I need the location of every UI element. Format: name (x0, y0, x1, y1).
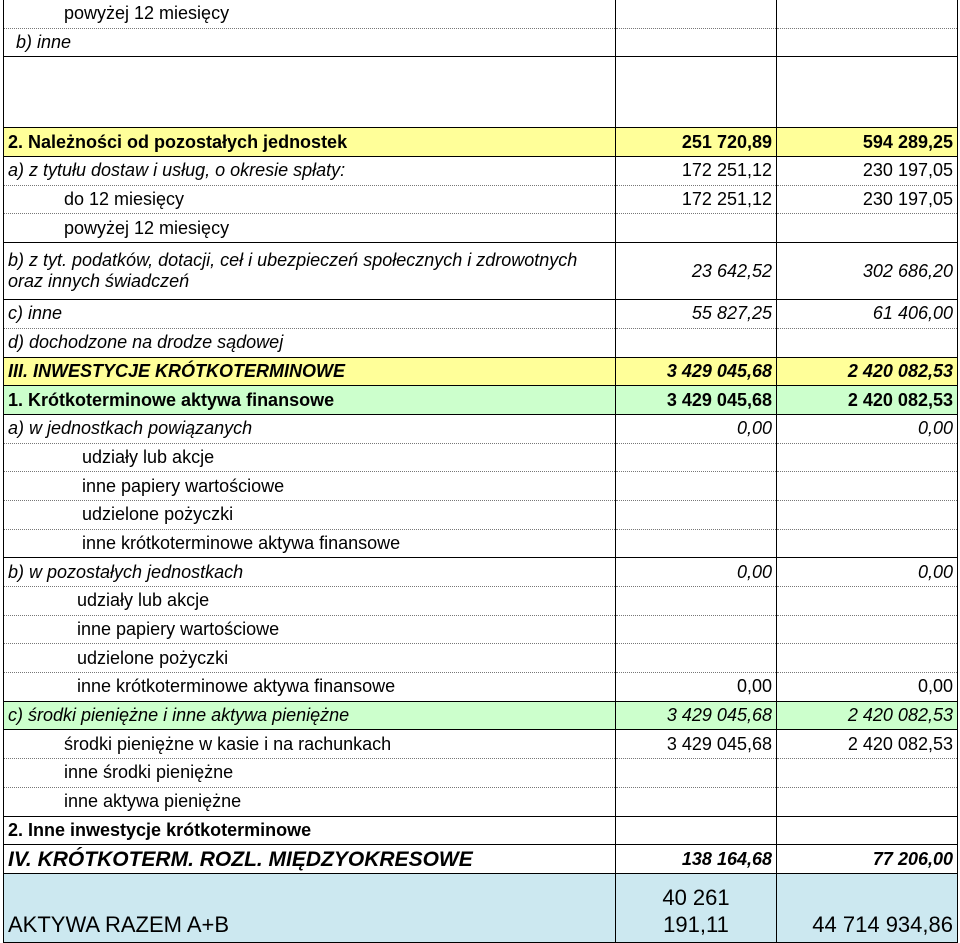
table-row (4, 214, 958, 243)
row-label: inne papiery wartościowe (4, 472, 616, 501)
table-row (4, 472, 958, 501)
value-prev: 138 164,68 (616, 845, 777, 874)
row-label: udzielone pożyczki (4, 644, 616, 673)
balance-sheet-table (3, 0, 958, 943)
value-prev: 0,00 (616, 414, 777, 443)
table-row (4, 529, 958, 558)
row-label: 1. Krótkoterminowe aktywa finansowe (4, 386, 616, 415)
table-row (4, 558, 958, 587)
row-label: 2. Inne inwestycje krótkoterminowe (4, 816, 616, 845)
value-prev: 3 429 045,68 (616, 357, 777, 386)
row-label: udziały lub akcje (4, 587, 616, 616)
value-curr: 0,00 (777, 558, 958, 587)
total-value-prev (616, 873, 777, 942)
table-row (4, 644, 958, 673)
row-label: b) z tyt. podatków, dotacji, ceł i ubezpieczeń społecznych i zdrowotnych oraz innych świadczeń (4, 243, 616, 300)
value-curr: 230 197,05 (777, 185, 958, 214)
value-prev: 3 429 045,68 (616, 701, 777, 730)
value-curr: 0,00 (777, 414, 958, 443)
total-label: AKTYWA RAZEM A+B (4, 873, 616, 942)
value-prev: 172 251,12 (616, 185, 777, 214)
value-curr: 594 289,25 (777, 128, 958, 157)
table-row (4, 243, 958, 300)
row-label: c) środki pieniężne i inne aktywa pieniężne (4, 701, 616, 730)
row-label: inne aktywa pieniężne (4, 787, 616, 816)
row-label: inne środki pieniężne (4, 759, 616, 788)
table-row (4, 816, 958, 845)
row-label: inne papiery wartościowe (4, 615, 616, 644)
table-row (4, 759, 958, 788)
value-prev: 251 720,89 (616, 128, 777, 157)
table-row (4, 328, 958, 357)
value-curr: 2 420 082,53 (777, 357, 958, 386)
spacer-row (4, 57, 958, 128)
value-curr: 77 206,00 (777, 845, 958, 874)
table-row (4, 615, 958, 644)
cash-row (4, 701, 958, 730)
value-prev: 0,00 (616, 558, 777, 587)
value-curr: 0,00 (777, 673, 958, 702)
total-row (4, 873, 958, 942)
row-label: do 12 miesięcy (4, 185, 616, 214)
value-curr: 230 197,05 (777, 157, 958, 186)
value-curr: 2 420 082,53 (777, 701, 958, 730)
row-label: IV. KRÓTKOTERM. ROZL. MIĘDZYOKRESOWE (4, 845, 616, 874)
table-row (4, 0, 958, 28)
financial-assets-row (4, 386, 958, 415)
table-row (4, 300, 958, 329)
row-label: inne krótkoterminowe aktywa finansowe (4, 529, 616, 558)
table-row (4, 28, 958, 57)
row-label: powyżej 12 miesięcy (4, 214, 616, 243)
row-label: a) w jednostkach powiązanych (4, 414, 616, 443)
table-row (4, 673, 958, 702)
row-label: powyżej 12 miesięcy (4, 0, 616, 28)
row-label: d) dochodzone na drodze sądowej (4, 328, 616, 357)
table-row (4, 500, 958, 529)
table-row (4, 157, 958, 186)
value-prev: 0,00 (616, 673, 777, 702)
value-prev: 3 429 045,68 (616, 386, 777, 415)
table-row (4, 787, 958, 816)
value-prev: 55 827,25 (616, 300, 777, 329)
row-label: a) z tytułu dostaw i usług, o okresie spłaty: (4, 157, 616, 186)
accruals-row (4, 845, 958, 874)
row-label: b) inne (4, 28, 616, 57)
row-label: III. INWESTYCJE KRÓTKOTERMINOWE (4, 357, 616, 386)
total-value-prev-line2: 191,11 (663, 911, 729, 937)
total-value-prev-line1: 40 261 (662, 884, 730, 910)
row-label: udziały lub akcje (4, 443, 616, 472)
value-curr: 2 420 082,53 (777, 386, 958, 415)
row-label: środki pieniężne w kasie i na rachunkach (4, 730, 616, 759)
table-row (4, 185, 958, 214)
receivables-row (4, 128, 958, 157)
row-label: inne krótkoterminowe aktywa finansowe (4, 673, 616, 702)
value-prev: 3 429 045,68 (616, 730, 777, 759)
total-value-curr: 44 714 934,86 (777, 873, 958, 942)
row-label: b) w pozostałych jednostkach (4, 558, 616, 587)
row-label: udzielone pożyczki (4, 500, 616, 529)
value-curr: 2 420 082,53 (777, 730, 958, 759)
table-row (4, 414, 958, 443)
table-row (4, 587, 958, 616)
table-row (4, 443, 958, 472)
table-row (4, 730, 958, 759)
value-curr: 302 686,20 (777, 243, 958, 300)
value-prev: 23 642,52 (616, 243, 777, 300)
value-prev: 172 251,12 (616, 157, 777, 186)
row-label: c) inne (4, 300, 616, 329)
value-curr: 61 406,00 (777, 300, 958, 329)
row-label: 2. Należności od pozostałych jednostek (4, 128, 616, 157)
investments-row (4, 357, 958, 386)
